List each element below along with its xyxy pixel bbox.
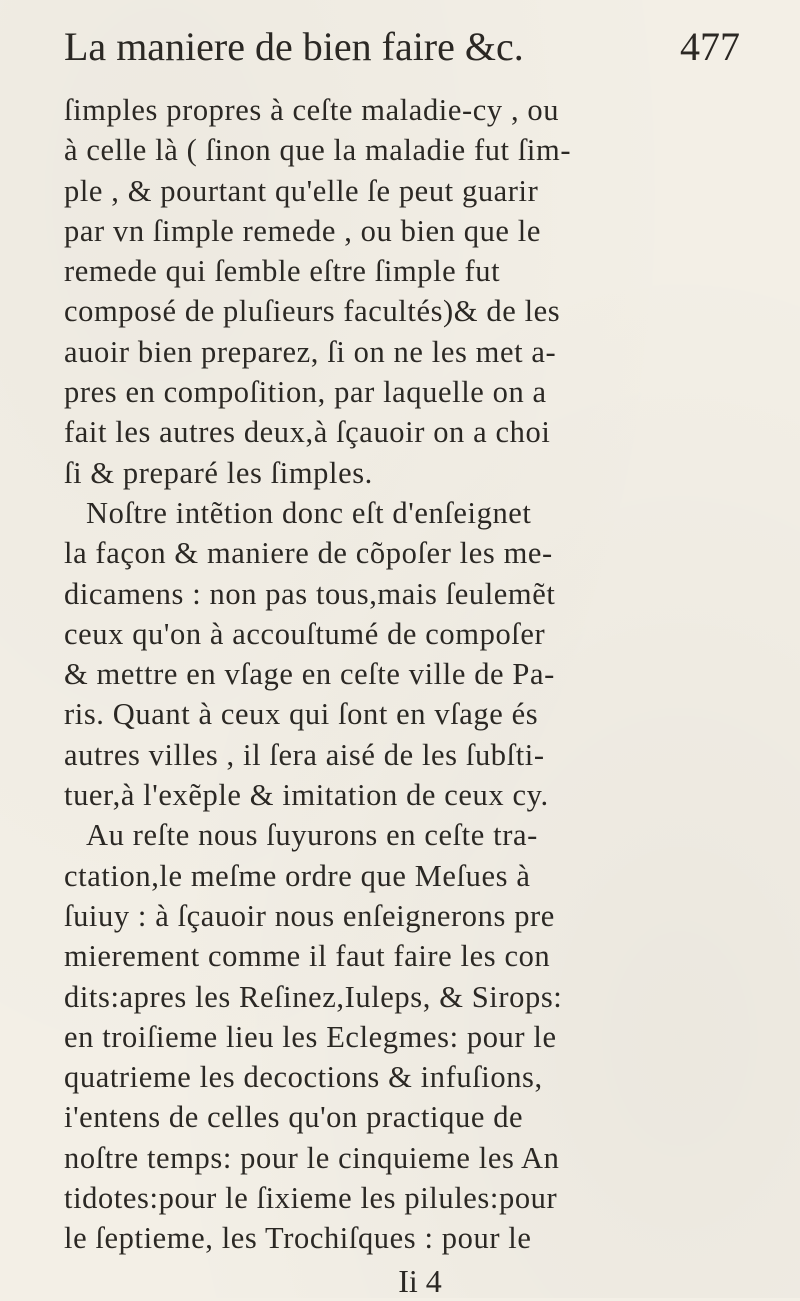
text-line: pres en compoſition, par laquelle on a — [64, 375, 547, 410]
text-line: la façon & maniere de cõpoſer les me- — [64, 536, 553, 571]
text-line: en troiſieme lieu les Eclegmes: pour le — [64, 1019, 557, 1054]
text-line: tidotes:pour le ſixieme les pilules:pour — [64, 1181, 558, 1216]
page-number: 477 — [680, 24, 740, 69]
text-line: ſuiuy : à ſçauoir nous enſeignerons pre — [64, 898, 555, 933]
text-line: ſimples propres à ceſte maladie-cy , ou — [64, 93, 560, 127]
text-line: mierement comme il faut faire les con — [64, 939, 551, 974]
text-line: composé de pluſieurs facultés)& de les — [64, 294, 561, 329]
text-line: ctation,le meſme ordre que Meſues à — [64, 858, 531, 893]
signature-mark: Ii 4 — [398, 1262, 442, 1299]
text-line: par vn ſimple remede , ou bien que le — [64, 213, 542, 248]
text-line: & mettre en vſage en ceſte ville de Pa- — [64, 657, 555, 692]
text-line: le ſeptieme, les Trochiſques : pour le — [64, 1221, 532, 1256]
text-line: ſi & preparé les ſimples. — [64, 455, 373, 490]
text-line: ceux qu'on à accouſtumé de compoſer — [64, 616, 546, 651]
running-title: La maniere de bien faire &c. — [64, 24, 524, 69]
text-line: ple , & pourtant qu'elle ſe peut guarir — [64, 173, 539, 208]
text-line: fait les autres deux,à ſçauoir on a choi — [64, 415, 551, 450]
text-line: quatrieme les decoctions & infuſions, — [64, 1060, 543, 1095]
text-line: i'entens de celles qu'on practique de — [64, 1100, 524, 1135]
text-line: à celle là ( ſinon que la maladie fut ſim- — [64, 133, 572, 168]
text-line: tuer,à l'exẽple & imitation de ceux cy. — [64, 778, 549, 813]
page-header — [64, 16, 756, 78]
text-line: autres villes , il ſera aisé de les ſubſti- — [64, 737, 545, 772]
text-line: noſtre temps: pour le cinquieme les An — [64, 1140, 560, 1175]
text-line: ris. Quant à ceux qui ſont en vſage és — [64, 697, 539, 732]
body-text — [64, 90, 756, 1259]
text-line: dits:apres les Reſinez,Iuleps, & Sirops: — [64, 979, 563, 1014]
text-line: remede qui ſemble eſtre ſimple fut — [64, 254, 501, 289]
text-line: dicamens : non pas tous,mais ſeulemẽt — [64, 576, 556, 611]
text-line: Au reſte nous ſuyurons en ceſte tra- — [86, 818, 538, 853]
text-line: Noſtre intẽtion donc eſt d'enſeignet — [86, 495, 532, 530]
text-line: auoir bien preparez, ſi on ne les met a- — [64, 334, 557, 369]
